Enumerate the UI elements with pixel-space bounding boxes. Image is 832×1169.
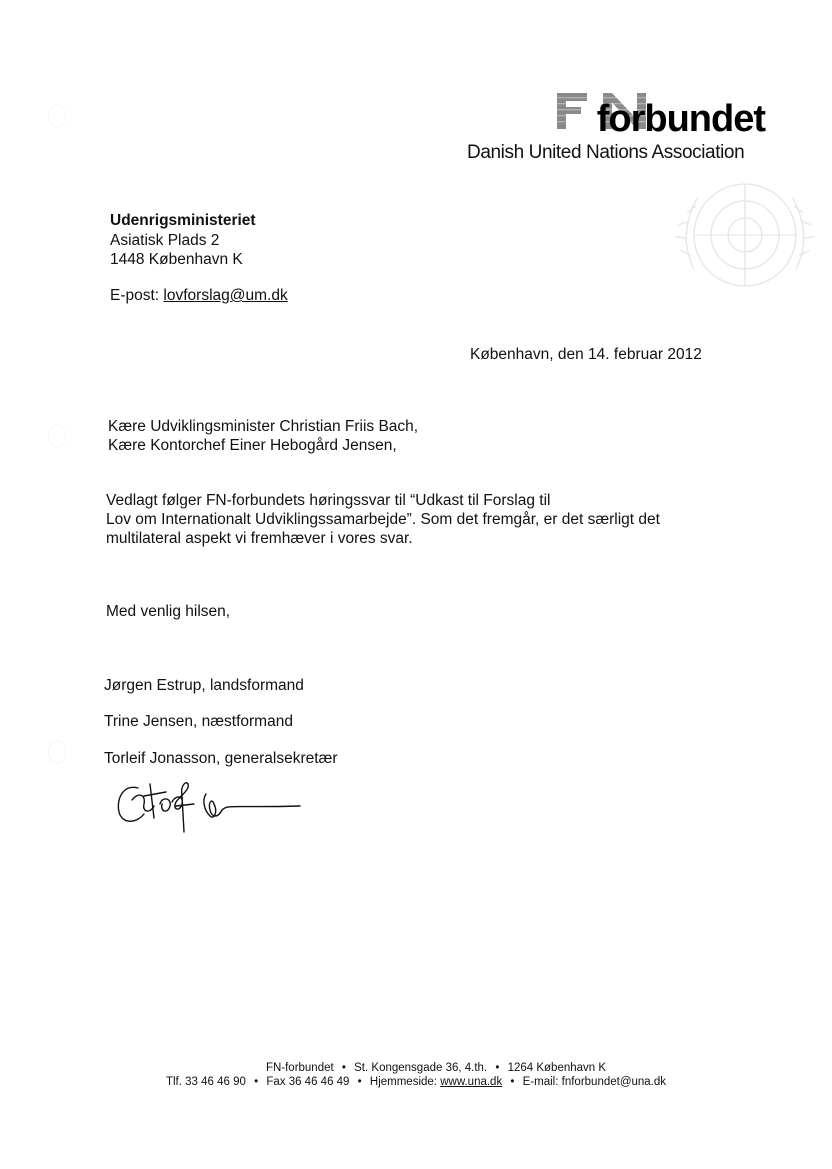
footer-phone: Tlf. 33 46 46 90 [165, 1076, 246, 1088]
footer-bullet: • [341, 1062, 346, 1074]
recipient-name: Udenrigsministeriet [110, 212, 256, 229]
footer-bullet: • [510, 1076, 515, 1088]
footer-email: fnforbundet@una.dk [561, 1076, 667, 1088]
footer-fax: Fax 36 46 46 49 [266, 1076, 350, 1088]
scan-mark [48, 104, 66, 128]
letter-date: København, den 14. februar 2012 [470, 346, 702, 363]
footer-address [0, 1062, 832, 1074]
footer-bullet: • [254, 1076, 259, 1088]
footer-website-label: Hjemmeside: [369, 1076, 437, 1088]
signatory: Jørgen Estrup, landsformand [104, 677, 304, 694]
scan-mark [48, 424, 66, 448]
organization-logo [455, 86, 795, 170]
footer-org: FN-forbundet [265, 1062, 334, 1074]
footer-bullet: • [357, 1076, 362, 1088]
signatory: Torleif Jonasson, generalsekretær [104, 750, 338, 767]
un-emblem-icon [660, 150, 830, 320]
greeting-line: Kære Kontorchef Einer Hebogård Jensen, [108, 437, 397, 454]
footer-street: St. Kongensgade 36, 4.th. [354, 1062, 488, 1074]
recipient-street: Asiatisk Plads 2 [110, 231, 220, 249]
footer-bullet: • [495, 1062, 500, 1074]
greeting-line: Kære Udviklingsminister Christian Friis Bach, [108, 418, 419, 435]
letter-body [106, 491, 660, 548]
email-label: E-post: [110, 287, 160, 304]
scan-mark [48, 740, 66, 764]
recipient-email-line [110, 286, 288, 305]
recipient-address [110, 211, 256, 270]
handwritten-signature [110, 774, 310, 844]
footer-email-label: E-mail: [522, 1076, 559, 1088]
logo-wordmark: forbundet [596, 98, 765, 140]
footer-contact [0, 1076, 832, 1088]
recipient-email-link[interactable]: lovforslag@um.dk [163, 287, 288, 304]
closing: Med venlig hilsen, [106, 603, 231, 620]
body-line: Vedlagt følger FN-forbundets høringssvar til “Udkast til Forslag til [106, 492, 551, 509]
body-line: multilateral aspekt vi fremhæver i vores svar. [106, 530, 413, 547]
signatory: Trine Jensen, næstformand [104, 713, 293, 730]
logo-subtitle: Danish United Nations Association [467, 142, 745, 163]
footer-website-link[interactable]: www.una.dk [440, 1076, 503, 1088]
footer-postal: 1264 København K [507, 1062, 607, 1074]
recipient-city: 1448 København K [110, 251, 243, 268]
greeting [108, 417, 418, 455]
body-line: Lov om Internationalt Udviklingssamarbejde”. Som det fremgår, er det særligt det [106, 511, 660, 528]
